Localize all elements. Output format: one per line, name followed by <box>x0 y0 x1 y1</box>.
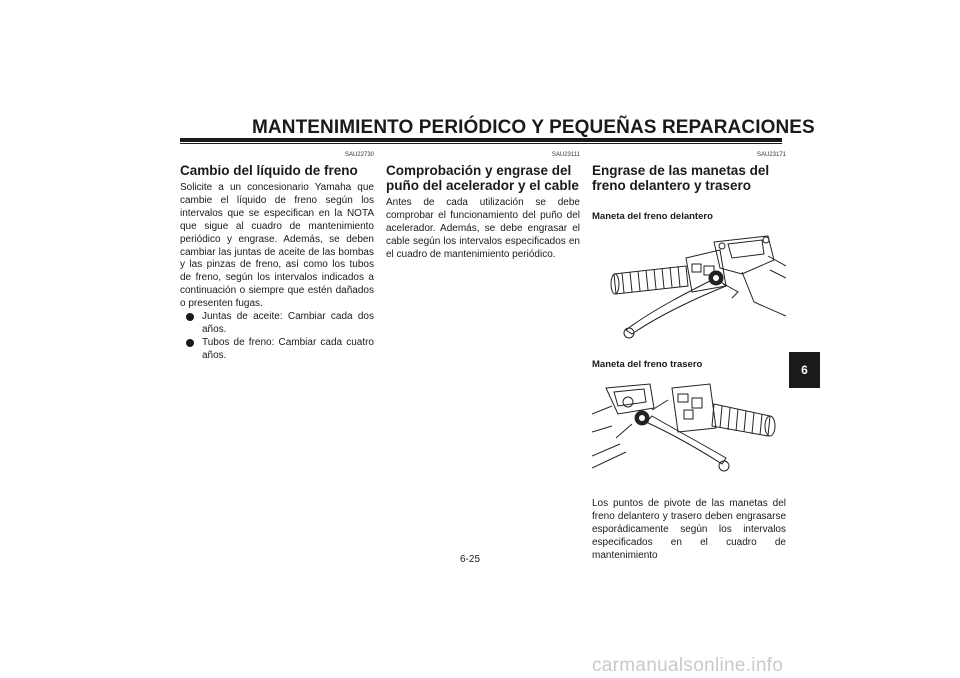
section-body: Antes de cada utilización se debe comprobar el funcionamiento del puño del acelerador. Además, se debe engrasar el cable según los intervalos especificados en el cuadro de mantenimiento periódico. <box>386 197 580 260</box>
bullet-icon <box>186 313 194 321</box>
header-title: MANTENIMIENTO PERIÓDICO Y PEQUEÑAS REPARACIONES <box>252 117 815 138</box>
section-brake-levers <box>592 152 786 563</box>
section-code: SAU23171 <box>756 152 786 158</box>
header-rule <box>180 138 782 142</box>
section-title: Comprobación y engrase del puño del acelerador y el cable <box>386 163 579 193</box>
front-lever-label: Maneta del freno delantero <box>592 211 713 222</box>
section-brake-fluid <box>180 152 374 363</box>
header-rule-thin <box>180 143 782 144</box>
bullet-list <box>186 311 374 363</box>
front-brake-lever-illustration <box>592 226 786 341</box>
section-title: Cambio del líquido de freno <box>180 163 358 178</box>
rear-brake-lever-illustration <box>592 374 786 484</box>
list-item: Tubos de freno: Cambiar cada cuatro años. <box>186 337 374 363</box>
page-number: 6-25 <box>460 554 481 565</box>
section-title: Engrase de las manetas del freno delantero y trasero <box>592 163 770 193</box>
rear-lever-label: Maneta del freno trasero <box>592 359 703 370</box>
bullet-icon <box>186 339 194 347</box>
watermark: carmanualsonline.info <box>592 655 784 676</box>
section-code: SAU22730 <box>344 152 374 158</box>
section-body: Solicite a un concesionario Yamaha que cambie el líquido de freno según los intervalos que se especifican en la NOTA que sigue al cuadro de mantenimiento periódico y engrase. Además, se deben cambiar las juntas de aceite de las bombas y las pinzas de freno, así como los tubos de freno, según los intervalos indicados a continuación o siempre que estén dañados o presenten fugas. <box>180 182 374 310</box>
section-throttle-cable <box>386 152 580 262</box>
section-body: Los puntos de pivote de las manetas del freno delantero y trasero deben engrasarse esporádicamente según los intervalos especificados en el cuadro de mantenimiento <box>592 498 786 561</box>
chapter-tab: 6 <box>789 352 820 388</box>
section-code: SAU23111 <box>551 152 580 158</box>
list-item: Juntas de aceite: Cambiar cada dos años. <box>186 311 374 337</box>
